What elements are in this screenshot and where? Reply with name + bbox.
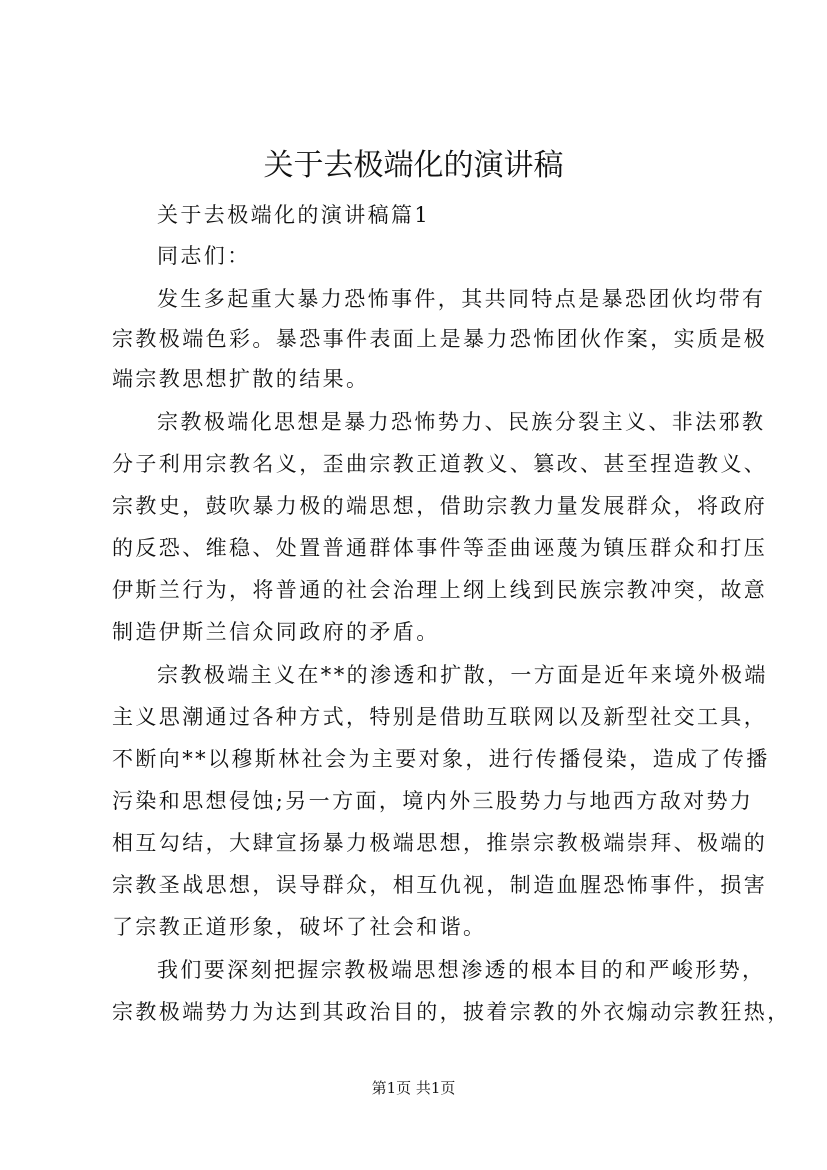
paragraph-line: 污染和思想侵蚀;另一方面，境内外三股势力与地西方敌对势力: [112, 789, 754, 813]
greeting: 同志们：: [157, 244, 251, 268]
paragraph-line: 宗教极端势力为达到其政治目的，披着宗教的外衣煽动宗教狂热，: [112, 1000, 791, 1024]
paragraph-line: 宗教极端化思想是暴力恐怖势力、民族分裂主义、非法邪教: [157, 410, 766, 434]
section-heading: 关于去极端化的演讲稿篇1: [157, 203, 431, 227]
paragraph-line: 我们要深刻把握宗教极端思想渗透的根本目的和严峻形势，: [157, 958, 766, 982]
paragraph-line: 的反恐、维稳、处置普通群体事件等歪曲诬蔑为镇压群众和打压: [112, 536, 768, 560]
page-footer: 第1页 共1页: [371, 1079, 456, 1097]
paragraph-line: 主义思潮通过各种方式，特别是借助互联网以及新型社交工具，: [112, 705, 768, 729]
paragraph-line: 发生多起重大暴力恐怖事件，其共同特点是暴恐团伙均带有: [157, 287, 766, 311]
paragraph-line: 宗教极端主义在**的渗透和扩散，一方面是近年来境外极端: [157, 663, 768, 687]
paragraph-line: 宗教极端色彩。暴恐事件表面上是暴力恐怖团伙作案，实质是极: [112, 327, 768, 351]
paragraph-line: 端宗教思想扩散的结果。: [112, 367, 370, 391]
paragraph-line: 不断向**以穆斯林社会为主要对象，进行传播侵染，造成了传播: [112, 747, 770, 771]
paragraph-line: 宗教圣战思想，误导群众，相互仇视，制造血腥恐怖事件，损害: [112, 873, 768, 897]
paragraph-line: 了宗教正道形象，破坏了社会和谐。: [112, 915, 487, 939]
paragraph-line: 制造伊斯兰信众同政府的矛盾。: [112, 620, 440, 644]
paragraph-line: 宗教史，鼓吹暴力极的端思想，借助宗教力量发展群众，将政府: [112, 494, 768, 518]
paragraph-line: 相互勾结，大肆宣扬暴力极端思想，推崇宗教极端崇拜、极端的: [112, 831, 768, 855]
paragraph-line: 伊斯兰行为，将普通的社会治理上纲上线到民族宗教冲突，故意: [112, 578, 768, 602]
paragraph-line: 分子利用宗教名义，歪曲宗教正道教义、篡改、甚至捏造教义、: [112, 452, 768, 476]
document-title: 关于去极端化的演讲稿: [263, 148, 564, 183]
